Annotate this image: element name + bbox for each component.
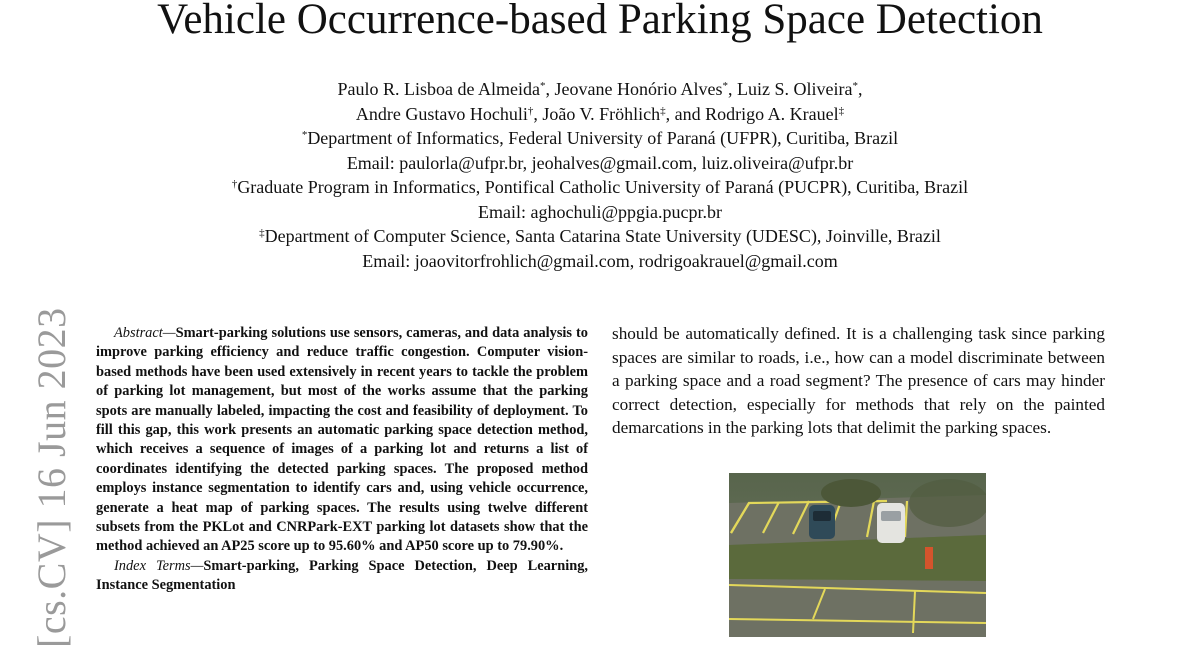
affiliation-mark: † bbox=[527, 104, 534, 117]
tree-shadow bbox=[821, 479, 881, 507]
email-1: Email: paulorla@ufpr.br, jeohalves@gmail.com, luiz.oliveira@ufpr.br bbox=[346, 152, 854, 173]
tree-shadow bbox=[909, 479, 986, 527]
affiliation-mark: ‡ bbox=[660, 104, 666, 117]
body-paragraph: should be automatically defined. It is a challenging task since parking spaces are similar to roads, i.e., how can a model discriminate between a parking space and a road segment? The presence of cars may hinder correct detection, especially for methods that rely on the painted demarcations in the parking lots that delimit the parking spaces. bbox=[612, 324, 1105, 438]
affiliation-mark: * bbox=[301, 129, 308, 141]
parking-sign bbox=[925, 547, 933, 569]
affiliation-mark: * bbox=[540, 80, 546, 92]
author-name: Paulo R. Lisboa de Almeida bbox=[337, 79, 541, 99]
parking-lot-photo-icon bbox=[729, 473, 986, 637]
authors-line-2 bbox=[0, 102, 1200, 127]
arxiv-side-stamp: [cs.CV] 16 Jun 2023 bbox=[29, 307, 74, 648]
paper-title: Vehicle Occurrence-based Parking Space Detection bbox=[157, 0, 1043, 43]
asphalt-bottom bbox=[729, 579, 986, 637]
affiliation-mark: * bbox=[722, 80, 728, 92]
author-name: , Luiz S. Oliveira bbox=[727, 79, 853, 99]
affiliation-mark: * bbox=[852, 80, 858, 92]
car-dark bbox=[809, 505, 835, 539]
author-name: , João V. Fröhlich bbox=[533, 103, 661, 124]
affiliation-2: †Graduate Program in Informatics, Pontifical Catholic University of Paraná (PUCPR), Curitiba, Brazil bbox=[231, 177, 969, 197]
affiliation-mark: ‡ bbox=[259, 227, 265, 239]
email-3: Email: joaovitorfrohlich@gmail.com, rodrigoakrauel@gmail.com bbox=[362, 250, 838, 271]
abstract-body: Smart-parking solutions use sensors, cameras, and data analysis to improve parking efficiency and reduce traffic congestion. Computer vision-based methods have been used extensively in recent years to tackle the problem of parking lot management, but most of the works assume that the parking spots are manually labeled, impacting the cost and feasibility of deployment. To fill this gap, this work presents an automatic parking space detection method, which receives a sequence of images of a parking lot and returns a list of coordinates identifying the detected parking spaces. The proposed method employs instance segmentation to identify cars and, using vehicle occurrence, generate a heat map of parking spaces. The results using twelve different subsets from the PKLot and CNRPark-EXT parking lot datasets show that the method achieved an AP25 score up to 95.60% and AP50 score up to 79.90%. bbox=[96, 325, 588, 555]
index-terms-lead: Index Terms— bbox=[114, 557, 204, 574]
author-separator: , bbox=[857, 79, 863, 99]
abstract-lead: Abstract— bbox=[114, 325, 176, 341]
parking-lot-illustration bbox=[729, 473, 986, 637]
email-2: Email: aghochuli@ppgia.pucpr.br bbox=[477, 201, 723, 222]
author-name: Andre Gustavo Hochuli bbox=[355, 103, 528, 124]
affiliation-mark: † bbox=[231, 178, 238, 190]
car-white bbox=[877, 503, 905, 543]
author-name: , Jeovane Honório Alves bbox=[545, 79, 723, 99]
author-block bbox=[0, 77, 1200, 273]
abstract-paragraph bbox=[96, 324, 588, 557]
abstract-section bbox=[96, 324, 588, 596]
author-name: , and Rodrigo A. Krauel bbox=[665, 103, 839, 124]
index-terms-body: Smart-parking, Parking Space Detection, Deep Learning, Instance Segmentation bbox=[96, 557, 588, 594]
affiliation-3: ‡Department of Computer Science, Santa Catarina State University (UDESC), Joinville, Brazil bbox=[259, 226, 941, 246]
affiliation-1: *Department of Informatics, Federal University of Paraná (UFPR), Curitiba, Brazil bbox=[301, 128, 899, 148]
affiliation-mark: ‡ bbox=[838, 104, 845, 117]
authors-line-1 bbox=[0, 77, 1200, 102]
index-terms bbox=[96, 557, 588, 596]
